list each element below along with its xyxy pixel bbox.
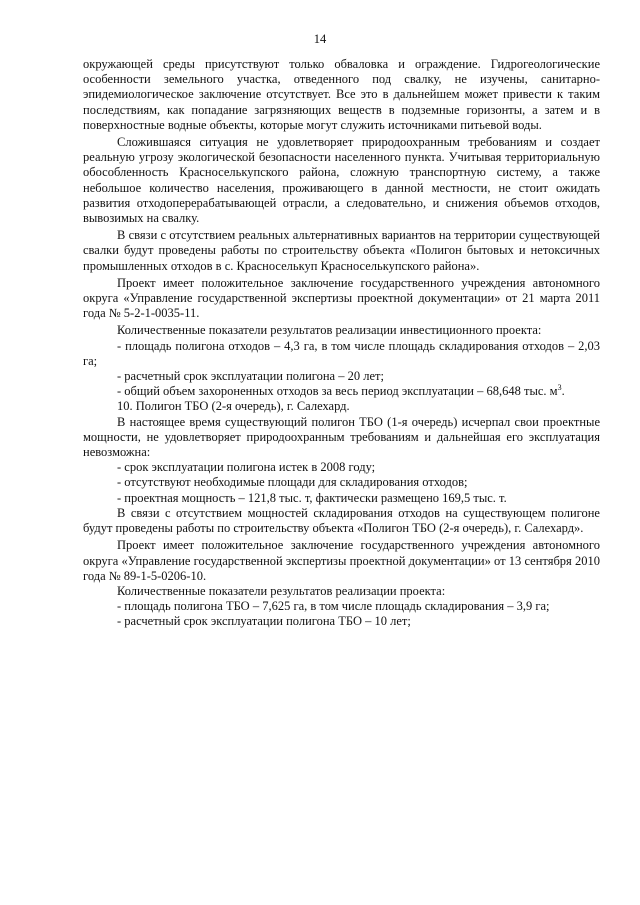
list-item-area-2: - площадь полигона ТБО – 7,625 га, в том числе площадь складирования – 3,9 га; [117, 599, 550, 614]
paragraph-indicators-2: Количественные показатели результатов реализации проекта: [117, 583, 446, 598]
list-item-expired: - срок эксплуатации полигона истек в 2008 году; [117, 460, 376, 475]
list-item-volume [83, 384, 600, 399]
paragraph-indicators-1: Количественные показатели результатов реализации инвестиционного проекта: [117, 323, 542, 338]
volume-exponent: 3 [557, 383, 562, 393]
paragraph-current-landfill: В настоящее время существующий полигон ТБО (1-я очередь) исчерпал свои проектные мощности, не удовлетворяет природоохранным требованиям и дальнейшая его эксплуатация невозможна: [83, 414, 600, 460]
section-heading-salekhard: 10. Полигон ТБО (2-я очередь), г. Салехард. [117, 399, 350, 414]
paragraph-construction-2: В связи с отсутствием мощностей складирования отходов на существующем полигоне будут проведены работы по строительству объекта «Полигон ТБО (2-я очередь), г. Салехард». [83, 505, 600, 536]
paragraph-expertise-1: Проект имеет положительное заключение государственного учреждения автономного округа «Управление государственной экспертизы проектной документации» от 21 марта 2011 года № 5-2-1-0035-11. [83, 275, 600, 321]
list-item-capacity: - проектная мощность – 121,8 тыс. т, фактически размещено 169,5 тыс. т. [117, 490, 507, 505]
paragraph-situation: Сложившаяся ситуация не удовлетворяет природоохранным требованиям и создает реальную угрозу экологической безопасности населенного пункта. Учитывая территориальную обособленность Красноселькупского района, сложную транспортную систему, а также небольшое количество населения, проживающего в данной местности, не стоит ожидать развития отходоперерабатывающей отрасли, а следовательно, и снижения объемов отходов, вывозимых на свалку. [83, 135, 600, 226]
paragraph-environment: окружающей среды присутствуют только обваловка и ограждение. Гидрогеологические особенности земельного участка, отведенного под свалку, не изучены, санитарно-эпидемиологическое заключение отсутствует. Все это в дальнейшем может привести к таким последствиям, как попадание загрязняющих веществ в подземные горизонты, а затем и в поверхностные водные объекты, которые могут служить источниками питьевой воды. [83, 57, 600, 132]
paragraph-alternatives: В связи с отсутствием реальных альтернативных вариантов на территории существующей свалки будут проведены работы по строительству объекта «Полигон бытовых и нетоксичных промышленных отходов в с. Красноселькуп Красноселькупского района». [83, 228, 600, 273]
list-item-no-area: - отсутствуют необходимые площади для складирования отходов; [117, 475, 468, 490]
paragraph-expertise-2: Проект имеет положительное заключение государственного учреждения автономного округа «Управление государственной экспертизы проектной документации» от 13 сентября 2010 года № 89-1-5-0206-10. [83, 538, 600, 583]
volume-suffix: . [561, 384, 565, 399]
list-item-term-2: - расчетный срок эксплуатации полигона ТБО – 10 лет; [117, 614, 411, 629]
document-body [83, 57, 600, 630]
page-number: 14 [313, 32, 327, 46]
list-item-area-1: - площадь полигона отходов – 4,3 га, в том числе площадь складирования отходов – 2,03 га; [83, 338, 600, 368]
list-item-term-1: - расчетный срок эксплуатации полигона – 20 лет; [117, 369, 384, 384]
volume-text: - общий объем захороненных отходов за весь период эксплуатации – 68,648 тыс. м [117, 384, 558, 399]
